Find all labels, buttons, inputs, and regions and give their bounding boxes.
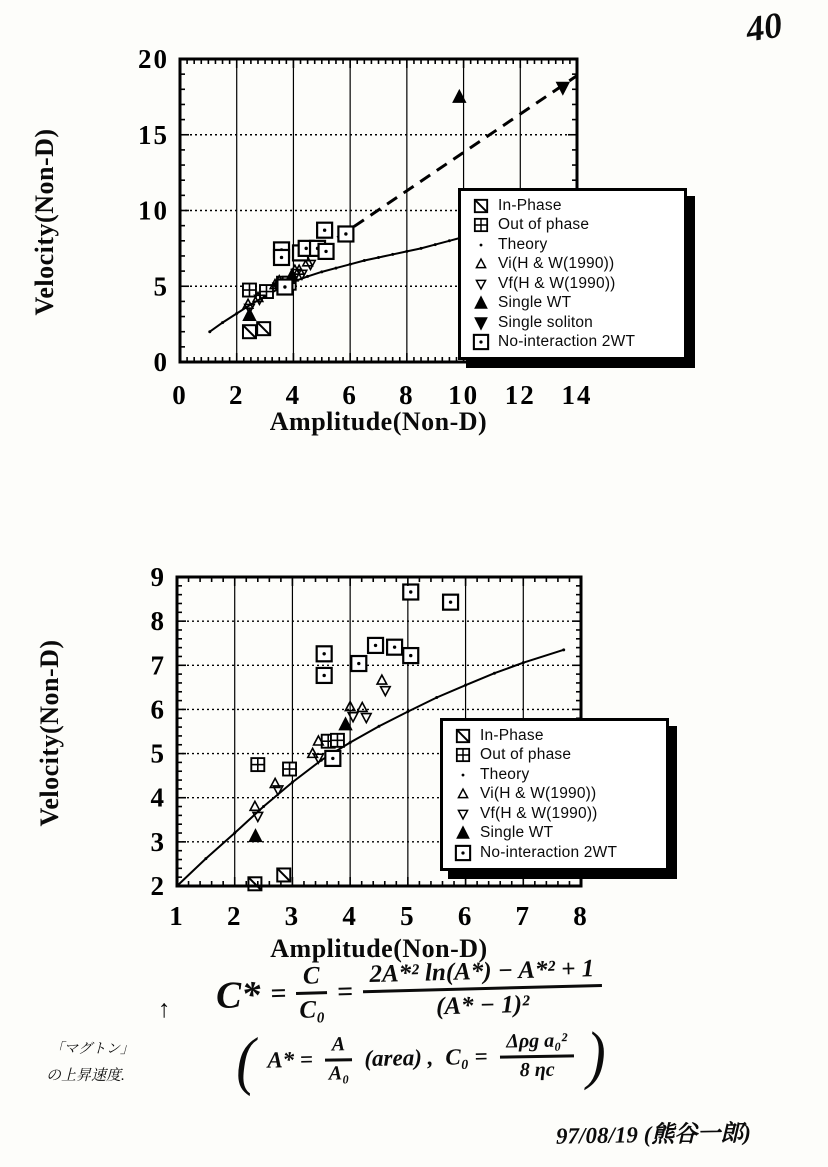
triangle-down-open-marker (381, 687, 391, 696)
series-single-wt (248, 716, 352, 842)
square-diagonal-marker (277, 868, 290, 881)
square-cross-marker (475, 219, 487, 231)
series-vf-h-w-1990 (253, 687, 390, 822)
svg-text:8: 8 (399, 380, 415, 410)
dot-marker (320, 759, 323, 762)
svg-text:0: 0 (172, 380, 188, 410)
legend-label: Vf(H & W(1990)) (498, 274, 616, 292)
formula-definitions (235, 1017, 607, 1098)
astar-definition: A* = (267, 1046, 314, 1073)
triangle-up-filled-marker (338, 716, 352, 730)
triangle-up-open-icon (464, 255, 498, 273)
square-dot-marker (403, 648, 418, 663)
triangle-down-open-marker (476, 280, 485, 289)
square-cross-marker (322, 735, 335, 748)
triangle-down-filled-marker (474, 317, 488, 330)
svg-text:14: 14 (561, 380, 593, 410)
square-cross-marker (260, 285, 273, 298)
margin-note-line2: の上昇速度. (46, 1068, 125, 1084)
series-vi-h-w-1990 (250, 675, 387, 810)
dot-icon (446, 766, 480, 784)
bottom-chart-legend (440, 718, 669, 871)
svg-text:3: 3 (150, 826, 166, 857)
legend-label: Vf(H & W(1990)) (480, 804, 598, 822)
square-dot-marker (274, 242, 289, 257)
triangle-up-open-marker (270, 280, 280, 289)
triangle-up-open-marker (253, 292, 263, 301)
square-dot-marker (456, 846, 470, 860)
theory-curve (210, 235, 475, 331)
triangle-up-filled-marker (248, 828, 262, 842)
triangle-up-open-marker (314, 736, 324, 745)
square-dot-marker (338, 226, 353, 241)
dot-marker (562, 648, 565, 651)
svg-text:10: 10 (448, 380, 480, 410)
dot-icon (464, 236, 498, 254)
legend-label: Theory (480, 765, 530, 783)
svg-text:4: 4 (342, 901, 358, 931)
dot-marker (306, 275, 309, 278)
svg-text:9: 9 (150, 565, 166, 592)
triangle-up-open-marker (345, 702, 355, 711)
legend-item (464, 313, 676, 333)
square-diagonal-marker (457, 730, 469, 742)
triangle-up-open-marker (294, 265, 304, 274)
dot-marker (434, 243, 437, 246)
triangle-up-filled-marker (285, 268, 299, 282)
svg-text:5: 5 (400, 901, 416, 931)
square-dot-marker (274, 250, 289, 265)
dot-marker (221, 321, 224, 324)
triangle-down-filled-icon (464, 314, 498, 332)
triangle-down-open-marker (348, 713, 358, 722)
svg-text:7: 7 (150, 650, 166, 681)
triangle-down-open-marker (255, 295, 265, 304)
triangle-down-open-icon (464, 275, 498, 293)
svg-text:2: 2 (150, 871, 166, 901)
series-out-of-phase (243, 277, 296, 298)
top-chart-y-axis-title: Velocity(Non-D) (30, 128, 59, 316)
triangle-down-filled-marker (556, 82, 570, 96)
triangle-up-open-marker (303, 257, 313, 266)
legend-item (464, 274, 676, 294)
series-theory (208, 234, 476, 333)
square-dot-marker (351, 656, 366, 671)
svg-text:4: 4 (285, 380, 302, 410)
square-dot-icon (446, 844, 480, 862)
svg-text:15: 15 (138, 119, 169, 150)
square-cross-marker (457, 749, 469, 761)
legend-label: Out of phase (498, 216, 590, 234)
square-cross-marker (283, 277, 296, 290)
legend-label: In-Phase (480, 726, 544, 744)
svg-text:12: 12 (504, 380, 536, 410)
legend-label: No-interaction 2WT (498, 333, 636, 351)
square-diagonal-marker (475, 200, 487, 212)
triangle-up-open-marker (308, 748, 318, 757)
legend-label: Out of phase (480, 746, 572, 764)
series-vf-h-w-1990 (245, 260, 316, 313)
svg-text:6: 6 (457, 901, 474, 931)
date-signature: 97/08/19 (熊谷一郎) (555, 1120, 752, 1149)
dot-marker (233, 832, 236, 835)
triangle-up-filled-marker (456, 826, 470, 839)
triangle-down-open-marker (245, 304, 255, 313)
triangle-down-open-icon (446, 805, 480, 823)
square-dot-marker (319, 244, 334, 259)
formula-lhs: C* (215, 973, 261, 1017)
fraction-c-c0 (296, 962, 328, 1024)
square-dot-marker (474, 335, 488, 349)
svg-text:10: 10 (138, 195, 169, 226)
square-cross-icon (446, 746, 480, 764)
triangle-up-filled-marker (452, 89, 466, 103)
dot-marker (278, 287, 281, 290)
c0-definition: C₀ = (445, 1043, 488, 1070)
series-no-interaction-2wt (274, 223, 353, 295)
legend-item (446, 726, 658, 746)
triangle-up-filled-icon (464, 294, 498, 312)
paren-close: ) (585, 1017, 607, 1091)
legend-item (464, 235, 676, 255)
svg-text:20: 20 (138, 44, 169, 74)
top-chart-legend (458, 188, 687, 360)
dot-marker (522, 661, 525, 664)
dot-marker (405, 250, 408, 253)
denominator: A₀ (328, 1061, 350, 1085)
square-dot-marker (317, 223, 332, 238)
paren-open: ( (235, 1023, 256, 1098)
legend-item (446, 843, 658, 863)
margin-note-line1: 「マグトン」 (50, 1042, 134, 1057)
triangle-down-open-marker (306, 260, 316, 269)
triangle-up-open-marker (357, 702, 367, 711)
square-cross-marker (331, 734, 344, 747)
formula-main (215, 955, 602, 1026)
dot-marker (378, 725, 381, 728)
svg-text:5: 5 (150, 738, 166, 769)
dot-marker (462, 773, 465, 776)
square-diagonal-marker (248, 877, 261, 890)
triangle-up-filled-marker (474, 296, 488, 309)
triangle-up-open-marker (250, 801, 260, 810)
square-dot-marker (277, 280, 292, 295)
triangle-up-open-marker (377, 675, 387, 684)
legend-item (464, 196, 676, 216)
series-no-interaction-2wt (317, 585, 458, 766)
square-dot-marker (310, 241, 325, 256)
square-cross-marker (243, 284, 256, 297)
legend-label: No-interaction 2WT (480, 843, 618, 861)
square-cross-marker (251, 758, 264, 771)
triangle-down-open-marker (273, 283, 283, 292)
legend-item (464, 216, 676, 236)
top-chart (0, 40, 828, 440)
dot-marker (435, 696, 438, 699)
square-dot-marker (317, 668, 332, 683)
square-diagonal-icon (446, 727, 480, 745)
square-cross-icon (464, 216, 498, 234)
up-arrow-icon: ↑ (158, 996, 171, 1023)
dot-marker (334, 267, 337, 270)
triangle-down-open-marker (362, 714, 372, 723)
svg-text:5: 5 (153, 271, 169, 302)
square-dot-marker (293, 245, 308, 260)
legend-item (464, 294, 676, 314)
triangle-up-open-marker (476, 259, 485, 268)
dot-marker (204, 857, 207, 860)
legend-label: In-Phase (498, 196, 562, 214)
legend-item (446, 785, 658, 805)
square-dot-marker (403, 585, 418, 600)
svg-text:7: 7 (515, 901, 532, 931)
equals-sign: = (269, 977, 287, 1010)
legend-label: Theory (498, 235, 548, 253)
bottom-chart-y-axis-title: Velocity(Non-D) (35, 639, 64, 827)
square-diagonal-marker (243, 325, 256, 338)
legend-label: Single WT (480, 824, 554, 842)
square-dot-marker (387, 640, 402, 655)
dot-marker (264, 295, 267, 298)
svg-text:8: 8 (150, 606, 166, 637)
triangle-down-open-marker (291, 270, 301, 279)
x-tick-labels (172, 380, 592, 410)
bottom-chart (0, 565, 828, 965)
equals-sign: = (336, 975, 354, 1008)
legend-label: Vi(H & W(1990)) (498, 255, 615, 273)
svg-text:3: 3 (284, 901, 301, 931)
y-tick-labels (151, 565, 167, 901)
dot-marker (448, 239, 451, 242)
legend-label: Single soliton (498, 313, 593, 331)
svg-text:2: 2 (228, 380, 245, 410)
legend-label: Vi(H & W(1990)) (480, 785, 597, 803)
svg-text:0: 0 (153, 347, 169, 377)
svg-text:2: 2 (226, 901, 243, 931)
square-dot-marker (325, 751, 340, 766)
square-cross-marker (277, 277, 290, 290)
series-vi-h-w-1990 (243, 257, 312, 308)
triangle-up-open-marker (290, 265, 300, 274)
svg-text:1: 1 (169, 901, 185, 931)
triangle-down-open-marker (314, 754, 324, 763)
dot-marker (320, 270, 323, 273)
square-dot-marker (317, 646, 332, 661)
series-out-of-phase (251, 734, 344, 776)
dot-marker (377, 256, 380, 259)
dot-marker (208, 330, 211, 333)
legend-item (464, 255, 676, 275)
legend-label: Single WT (498, 294, 572, 312)
square-dot-marker (443, 595, 458, 610)
dot-marker (291, 781, 294, 784)
legend-item (446, 765, 658, 785)
triangle-up-filled-marker (242, 307, 256, 321)
dot-marker (493, 672, 496, 675)
triangle-up-open-marker (243, 299, 253, 308)
dot-marker (176, 885, 179, 888)
denominator: C₀ (299, 996, 326, 1024)
dot-marker (249, 303, 252, 306)
legend-item (464, 333, 676, 353)
legend-item (446, 804, 658, 824)
svg-text:6: 6 (342, 380, 358, 410)
series-in-phase (248, 868, 290, 890)
fraction-main (362, 955, 602, 1022)
area-note: (area) , (364, 1044, 434, 1072)
square-dot-marker (368, 638, 383, 653)
y-tick-labels (138, 44, 169, 377)
series-in-phase (243, 322, 270, 338)
page-number: 40 (743, 4, 785, 50)
series-single-wt (242, 89, 466, 321)
dot-marker (235, 312, 238, 315)
legend-item (446, 824, 658, 844)
dot-marker (406, 710, 409, 713)
series-single-soliton (556, 82, 570, 96)
svg-text:8: 8 (573, 901, 589, 931)
numerator: A (325, 1034, 353, 1061)
triangle-up-open-marker (270, 778, 280, 787)
square-cross-marker (283, 763, 296, 776)
denominator: (A* − 1)² (435, 990, 530, 1021)
triangle-up-filled-icon (446, 824, 480, 842)
x-tick-labels (169, 901, 589, 931)
dot-marker (262, 805, 265, 808)
legend-item (446, 746, 658, 766)
denominator: 8 ηc (519, 1058, 555, 1081)
dot-marker (292, 280, 295, 283)
numerator: 2A*² ln(A*) − A*² + 1 (362, 955, 601, 993)
triangle-down-open-marker (253, 812, 263, 821)
top-chart-x-axis-title: Amplitude(Non-D) (269, 407, 488, 436)
triangle-down-open-marker (273, 786, 283, 795)
square-diagonal-marker (257, 322, 270, 335)
square-dot-marker (299, 241, 314, 256)
dot-marker (363, 259, 366, 262)
dot-marker (391, 253, 394, 256)
triangle-down-open-marker (297, 270, 307, 279)
dot-marker (349, 263, 352, 266)
numerator: C (296, 962, 328, 995)
dot-marker (420, 247, 423, 250)
square-dot-icon (464, 333, 498, 351)
triangle-up-open-marker (458, 789, 467, 798)
numerator: Δρg a₀² (499, 1030, 574, 1058)
triangle-down-open-marker (458, 810, 467, 819)
dot-marker (464, 684, 467, 687)
dot-marker (480, 243, 483, 246)
svg-text:6: 6 (150, 694, 166, 725)
dot-marker (349, 741, 352, 744)
fraction-a-a0 (325, 1034, 353, 1085)
bottom-chart-x-axis-title: Amplitude(Non-D) (270, 934, 488, 963)
triangle-up-open-marker (274, 276, 284, 285)
triangle-up-open-icon (446, 785, 480, 803)
fraction-c0 (499, 1030, 575, 1081)
svg-text:4: 4 (150, 782, 166, 813)
square-diagonal-icon (464, 197, 498, 215)
